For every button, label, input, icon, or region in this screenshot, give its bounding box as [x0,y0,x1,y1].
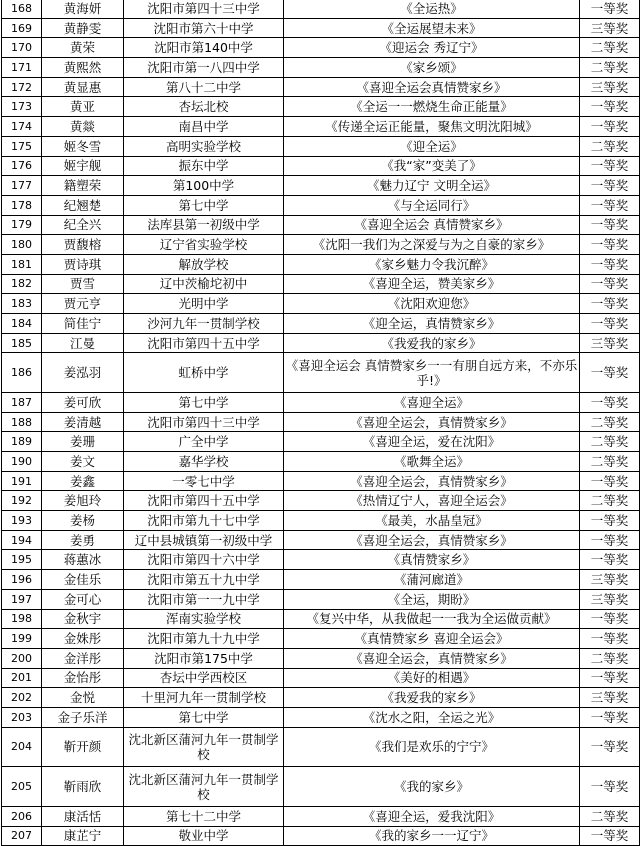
row-number: 207 [2,826,42,846]
award-level: 一等奖 [580,550,640,570]
table-row [2,550,640,570]
school-name: 第八十二中学 [124,77,284,97]
student-name: 姬宇舰 [42,156,124,176]
student-name: 金怡彤 [42,668,124,688]
work-title: 《喜迎全运，赞美家乡》 [284,274,580,294]
table-row [2,0,640,18]
award-level: 一等奖 [580,274,640,294]
row-number: 194 [2,530,42,550]
table-row [2,432,640,452]
table-row [2,18,640,38]
work-title: 《喜迎全运会真情赞家乡》 [284,77,580,97]
award-level: 二等奖 [580,58,640,78]
work-title: 《与全运同行》 [284,195,580,215]
award-level: 三等奖 [580,570,640,590]
row-number: 183 [2,294,42,314]
award-level: 一等奖 [580,826,640,846]
award-level: 一等奖 [580,294,640,314]
row-number: 181 [2,254,42,274]
work-title: 《喜迎全运会，真情赞家乡》 [284,530,580,550]
student-name: 金秋宇 [42,609,124,629]
award-level: 一等奖 [580,668,640,688]
award-level: 一等奖 [580,0,640,18]
student-name: 黄显惠 [42,77,124,97]
school-name: 辽宁省实验学校 [124,235,284,255]
work-title: 《全运热》 [284,0,580,18]
table-row [2,511,640,531]
table-row [2,727,640,767]
row-number: 171 [2,58,42,78]
table-row [2,491,640,511]
table-row [2,97,640,117]
student-name: 姜清越 [42,412,124,432]
school-name: 解放学校 [124,254,284,274]
row-number: 191 [2,471,42,491]
table-row [2,235,640,255]
work-title: 《喜迎全运，爱我沈阳》 [284,806,580,826]
student-name: 姜泓羽 [42,353,124,393]
student-name: 靳雨欣 [42,767,124,807]
student-name: 姜杨 [42,511,124,531]
table-row [2,353,640,393]
row-number: 195 [2,550,42,570]
student-name: 康活恬 [42,806,124,826]
table-row [2,333,640,353]
student-name: 简佳宁 [42,314,124,334]
award-level: 二等奖 [580,432,640,452]
table-row [2,392,640,412]
work-title: 《魅力辽宁 文明全运》 [284,176,580,196]
work-title: 《沈水之阳，全运之光》 [284,707,580,727]
row-number: 205 [2,767,42,807]
student-name: 黄熙然 [42,58,124,78]
student-name: 黄海妍 [42,0,124,18]
student-name: 姜勇 [42,530,124,550]
award-level: 二等奖 [580,452,640,472]
row-number: 199 [2,629,42,649]
table-row [2,826,640,846]
school-name: 辽中县城镇第一初级中学 [124,530,284,550]
work-title: 《全运，期盼》 [284,589,580,609]
award-level: 一等奖 [580,176,640,196]
student-name: 金佳乐 [42,570,124,590]
table-row [2,294,640,314]
work-title: 《传递全运正能量，聚焦文明沈阳城》 [284,117,580,137]
student-name: 康芷宁 [42,826,124,846]
school-name: 法库县第一初级中学 [124,215,284,235]
work-title: 《我“家”变美了》 [284,156,580,176]
work-title: 《喜迎全运会 真情赞家乡》 [284,215,580,235]
row-number: 187 [2,392,42,412]
roster-body [2,0,640,846]
student-name: 姬冬雪 [42,136,124,156]
row-number: 201 [2,668,42,688]
award-level: 一等奖 [580,471,640,491]
school-name: 第100中学 [124,176,284,196]
school-name: 沈阳市第五十九中学 [124,570,284,590]
table-row [2,629,640,649]
award-level: 三等奖 [580,688,640,708]
work-title: 《迎运会 秀辽宁》 [284,38,580,58]
row-number: 196 [2,570,42,590]
work-title: 《喜迎全运，爱在沈阳》 [284,432,580,452]
row-number: 176 [2,156,42,176]
work-title: 《沈阳一我们为之深爱与为之自豪的家乡》 [284,235,580,255]
student-name: 蒋蕙冰 [42,550,124,570]
table-row [2,136,640,156]
school-name: 沈阳市第175中学 [124,648,284,668]
row-number: 190 [2,452,42,472]
school-name: 沙河九年一贯制学校 [124,314,284,334]
school-name: 虹桥中学 [124,353,284,393]
work-title: 《喜迎全运会 真情赞家乡一一有朋自远方来，不亦乐乎!》 [284,353,580,393]
school-name: 第七十二中学 [124,806,284,826]
row-number: 169 [2,18,42,38]
row-number: 198 [2,609,42,629]
student-name: 贾馥榕 [42,235,124,255]
row-number: 192 [2,491,42,511]
table-row [2,707,640,727]
table-row [2,806,640,826]
work-title: 《迎全运，真情赞家乡》 [284,314,580,334]
row-number: 185 [2,333,42,353]
award-level: 一等奖 [580,609,640,629]
work-title: 《蒲河廊道》 [284,570,580,590]
award-level: 二等奖 [580,38,640,58]
work-title: 《真情赞家乡 喜迎全运会》 [284,629,580,649]
table-row [2,609,640,629]
school-name: 沈阳市第四十五中学 [124,491,284,511]
work-title: 《我们是欢乐的宁宁》 [284,727,580,767]
table-row [2,530,640,550]
row-number: 172 [2,77,42,97]
row-number: 204 [2,727,42,767]
row-number: 200 [2,648,42,668]
row-number: 188 [2,412,42,432]
work-title: 《迎全运》 [284,136,580,156]
work-title: 《最美，水晶皇冠》 [284,511,580,531]
school-name: 敬业中学 [124,826,284,846]
student-name: 贾诗琪 [42,254,124,274]
row-number: 182 [2,274,42,294]
table-row [2,314,640,334]
table-row [2,58,640,78]
student-name: 姜珊 [42,432,124,452]
school-name: 第七中学 [124,392,284,412]
student-name: 江曼 [42,333,124,353]
row-number: 206 [2,806,42,826]
table-row [2,648,640,668]
award-level: 一等奖 [580,511,640,531]
student-name: 姜可欣 [42,392,124,412]
school-name: 沈阳市第四十三中学 [124,0,284,18]
row-number: 203 [2,707,42,727]
table-row [2,471,640,491]
table-row [2,77,640,97]
school-name: 沈阳市第九十七中学 [124,511,284,531]
work-title: 《喜迎全运会，真情赞家乡》 [284,648,580,668]
work-title: 《热情辽宁人，喜迎全运会》 [284,491,580,511]
student-name: 黄荣 [42,38,124,58]
work-title: 《美好的相遇》 [284,668,580,688]
table-row [2,176,640,196]
row-number: 197 [2,589,42,609]
student-name: 金悦 [42,688,124,708]
table-row [2,589,640,609]
row-number: 177 [2,176,42,196]
work-title: 《家乡颂》 [284,58,580,78]
school-name: 一零七中学 [124,471,284,491]
row-number: 180 [2,235,42,255]
work-title: 《喜迎全运》 [284,392,580,412]
work-title: 《家乡魅力令我沉醉》 [284,254,580,274]
student-name: 姜旭玲 [42,491,124,511]
work-title: 《我爱我的家乡》 [284,333,580,353]
work-title: 《我爱我的家乡》 [284,688,580,708]
school-name: 高明实验学校 [124,136,284,156]
award-level: 二等奖 [580,806,640,826]
school-name: 沈阳市第一八四中学 [124,58,284,78]
student-name: 纪翘楚 [42,195,124,215]
work-title: 《喜迎全运会，真情赞家乡》 [284,412,580,432]
row-number: 170 [2,38,42,58]
row-number: 173 [2,97,42,117]
school-name: 第七中学 [124,195,284,215]
table-row [2,117,640,137]
student-name: 金可心 [42,589,124,609]
school-name: 沈北新区蒲河九年一贯制学校 [124,767,284,807]
school-name: 沈阳市第四十三中学 [124,412,284,432]
award-level: 一等奖 [580,727,640,767]
work-title: 《全运一一燃烧生命正能量》 [284,97,580,117]
row-number: 179 [2,215,42,235]
award-level: 一等奖 [580,97,640,117]
award-level: 一等奖 [580,629,640,649]
school-name: 杏坛北校 [124,97,284,117]
school-name: 嘉华学校 [124,452,284,472]
award-level: 一等奖 [580,530,640,550]
award-level: 一等奖 [580,353,640,393]
table-row [2,767,640,807]
student-name: 贾元亨 [42,294,124,314]
table-row [2,668,640,688]
student-name: 纪全兴 [42,215,124,235]
work-title: 《真情赞家乡》 [284,550,580,570]
table-row [2,38,640,58]
row-number: 174 [2,117,42,137]
award-level: 一等奖 [580,117,640,137]
table-row [2,688,640,708]
award-level: 一等奖 [580,195,640,215]
student-name: 籍塑荣 [42,176,124,196]
school-name: 十里河九年一贯制学校 [124,688,284,708]
award-level: 一等奖 [580,314,640,334]
school-name: 振东中学 [124,156,284,176]
school-name: 沈阳市第六十中学 [124,18,284,38]
award-level: 一等奖 [580,215,640,235]
row-number: 175 [2,136,42,156]
table-row [2,215,640,235]
work-title: 《喜迎全运会，真情赞家乡》 [284,471,580,491]
award-level: 三等奖 [580,18,640,38]
table-row [2,274,640,294]
row-number: 168 [2,0,42,18]
award-level: 二等奖 [580,136,640,156]
school-name: 沈阳市第四十六中学 [124,550,284,570]
work-title: 《歌舞全运》 [284,452,580,472]
award-level: 一等奖 [580,707,640,727]
student-name: 黄燚 [42,117,124,137]
row-number: 193 [2,511,42,531]
school-name: 第七中学 [124,707,284,727]
table-row [2,254,640,274]
school-name: 杏坛中学西校区 [124,668,284,688]
row-number: 189 [2,432,42,452]
student-name: 黄静雯 [42,18,124,38]
school-name: 浑南实验学校 [124,609,284,629]
work-title: 《我的家乡》 [284,767,580,807]
school-name: 沈阳市第一一九中学 [124,589,284,609]
table-row [2,452,640,472]
work-title: 《我的家乡一一辽宁》 [284,826,580,846]
student-name: 金洋彤 [42,648,124,668]
award-roster-table [1,0,640,846]
award-level: 二等奖 [580,491,640,511]
school-name: 沈阳市第140中学 [124,38,284,58]
award-level: 一等奖 [580,767,640,807]
student-name: 黄亚 [42,97,124,117]
student-name: 贾雪 [42,274,124,294]
row-number: 178 [2,195,42,215]
table-row [2,570,640,590]
award-level: 三等奖 [580,333,640,353]
student-name: 姜鑫 [42,471,124,491]
student-name: 金子乐洋 [42,707,124,727]
table-row [2,156,640,176]
student-name: 金姝彤 [42,629,124,649]
work-title: 《复兴中华，从我做起一一我为全运做贡献》 [284,609,580,629]
school-name: 辽中茨榆坨初中 [124,274,284,294]
school-name: 沈北新区蒲河九年一贯制学校 [124,727,284,767]
student-name: 靳开颜 [42,727,124,767]
school-name: 光明中学 [124,294,284,314]
work-title: 《沈阳欢迎您》 [284,294,580,314]
school-name: 广全中学 [124,432,284,452]
row-number: 184 [2,314,42,334]
award-level: 三等奖 [580,77,640,97]
award-level: 一等奖 [580,235,640,255]
award-level: 二等奖 [580,412,640,432]
table-row [2,412,640,432]
award-level: 一等奖 [580,254,640,274]
school-name: 南昌中学 [124,117,284,137]
work-title: 《全运展望未来》 [284,18,580,38]
award-level: 三等奖 [580,589,640,609]
school-name: 沈阳市第九十九中学 [124,629,284,649]
award-level: 一等奖 [580,392,640,412]
award-level: 二等奖 [580,648,640,668]
table-row [2,195,640,215]
student-name: 姜文 [42,452,124,472]
row-number: 186 [2,353,42,393]
award-level: 一等奖 [580,156,640,176]
school-name: 沈阳市第四十五中学 [124,333,284,353]
row-number: 202 [2,688,42,708]
